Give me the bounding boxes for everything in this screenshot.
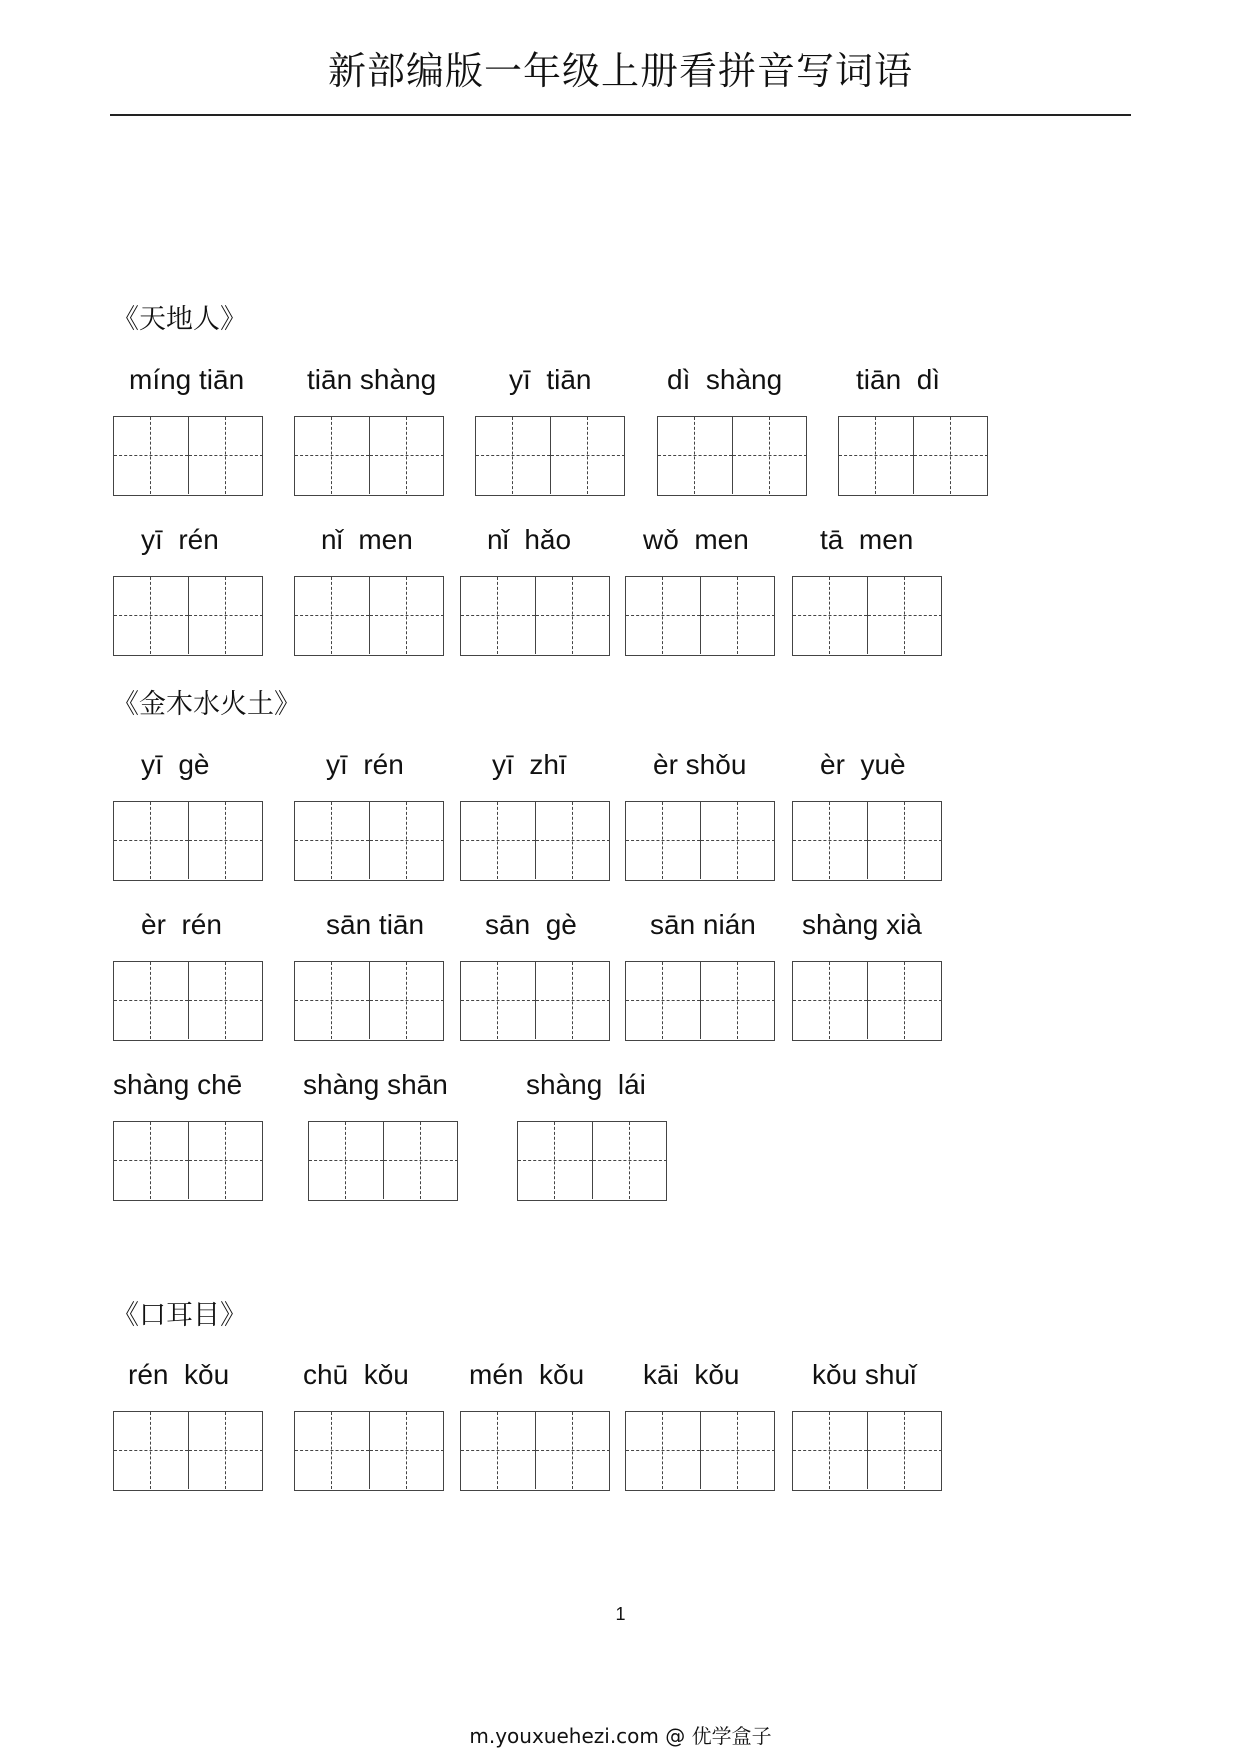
character-cell[interactable] bbox=[461, 1412, 535, 1489]
character-cell[interactable] bbox=[535, 802, 610, 879]
character-cell[interactable] bbox=[114, 962, 188, 1039]
writing-box[interactable] bbox=[792, 961, 942, 1041]
character-cell[interactable] bbox=[913, 417, 988, 494]
word-item bbox=[625, 520, 801, 560]
guide-line-horizontal bbox=[551, 455, 625, 456]
guide-line-horizontal bbox=[370, 615, 444, 616]
guide-line-horizontal bbox=[189, 615, 263, 616]
guide-line-horizontal bbox=[295, 1000, 369, 1001]
pinyin-label: yī zhī bbox=[492, 749, 567, 780]
title-divider bbox=[110, 114, 1131, 116]
word-item bbox=[294, 360, 470, 400]
word-item bbox=[460, 745, 636, 785]
writing-box[interactable] bbox=[517, 1121, 667, 1201]
writing-box[interactable] bbox=[792, 1411, 942, 1491]
writing-box[interactable] bbox=[308, 1121, 458, 1201]
pinyin-label: rén kǒu bbox=[128, 1359, 230, 1390]
guide-line-horizontal bbox=[114, 1160, 188, 1161]
guide-line-horizontal bbox=[626, 1450, 700, 1451]
word-item bbox=[460, 520, 636, 560]
pinyin-label: kāi kǒu bbox=[643, 1359, 740, 1390]
writing-box[interactable] bbox=[838, 416, 988, 496]
guide-line-horizontal bbox=[189, 455, 263, 456]
word-item bbox=[625, 905, 801, 945]
character-cell[interactable] bbox=[626, 802, 700, 879]
character-cell[interactable] bbox=[295, 577, 369, 654]
guide-line-horizontal bbox=[701, 840, 775, 841]
word-item bbox=[475, 360, 651, 400]
guide-line-horizontal bbox=[189, 1000, 263, 1001]
pinyin-label: tiān dì bbox=[856, 364, 941, 395]
word-item bbox=[294, 745, 470, 785]
writing-box[interactable] bbox=[113, 961, 263, 1041]
section-heading: 《天地人》 bbox=[112, 304, 247, 335]
guide-line-horizontal bbox=[868, 615, 942, 616]
word-item bbox=[113, 520, 289, 560]
pinyin-label: dì shàng bbox=[667, 364, 783, 395]
guide-line-horizontal bbox=[114, 840, 188, 841]
guide-line-horizontal bbox=[461, 615, 535, 616]
guide-line-horizontal bbox=[914, 455, 988, 456]
guide-line-horizontal bbox=[295, 455, 369, 456]
character-cell[interactable] bbox=[518, 1122, 592, 1199]
guide-line-horizontal bbox=[793, 615, 867, 616]
guide-line-horizontal bbox=[593, 1160, 667, 1161]
guide-line-horizontal bbox=[189, 1450, 263, 1451]
character-cell[interactable] bbox=[793, 577, 867, 654]
writing-box[interactable] bbox=[625, 1411, 775, 1491]
pinyin-label: chū kǒu bbox=[303, 1359, 409, 1390]
character-cell[interactable] bbox=[867, 962, 942, 1039]
guide-line-horizontal bbox=[461, 1000, 535, 1001]
guide-line-horizontal bbox=[295, 840, 369, 841]
character-cell[interactable] bbox=[114, 1412, 188, 1489]
character-cell[interactable] bbox=[188, 417, 263, 494]
guide-line-horizontal bbox=[114, 1000, 188, 1001]
writing-box[interactable] bbox=[113, 801, 263, 881]
word-item bbox=[113, 360, 289, 400]
guide-line-horizontal bbox=[461, 840, 535, 841]
character-cell[interactable] bbox=[535, 962, 610, 1039]
writing-box[interactable] bbox=[460, 576, 610, 656]
character-cell[interactable] bbox=[867, 802, 942, 879]
character-cell[interactable] bbox=[188, 1122, 263, 1199]
writing-box[interactable] bbox=[625, 576, 775, 656]
character-cell[interactable] bbox=[476, 417, 550, 494]
guide-line-horizontal bbox=[309, 1160, 383, 1161]
guide-line-horizontal bbox=[518, 1160, 592, 1161]
pinyin-label: míng tiān bbox=[129, 364, 245, 395]
character-cell[interactable] bbox=[700, 962, 775, 1039]
guide-line-horizontal bbox=[536, 840, 610, 841]
character-cell[interactable] bbox=[700, 577, 775, 654]
pinyin-label: yī tiān bbox=[509, 364, 592, 395]
word-item bbox=[517, 1065, 693, 1105]
word-item bbox=[460, 905, 636, 945]
character-cell[interactable] bbox=[592, 1122, 667, 1199]
character-cell[interactable] bbox=[295, 1412, 369, 1489]
character-cell[interactable] bbox=[658, 417, 732, 494]
word-item bbox=[460, 1355, 636, 1395]
guide-line-horizontal bbox=[658, 455, 732, 456]
character-cell[interactable] bbox=[114, 417, 188, 494]
writing-box[interactable] bbox=[113, 576, 263, 656]
guide-line-horizontal bbox=[295, 615, 369, 616]
character-cell[interactable] bbox=[188, 802, 263, 879]
writing-box[interactable] bbox=[792, 801, 942, 881]
pinyin-label: shàng xià bbox=[802, 909, 922, 940]
guide-line-horizontal bbox=[701, 1000, 775, 1001]
word-item bbox=[792, 905, 968, 945]
character-cell[interactable] bbox=[793, 962, 867, 1039]
character-cell[interactable] bbox=[188, 577, 263, 654]
pinyin-label: mén kǒu bbox=[469, 1359, 585, 1390]
pinyin-label: yī gè bbox=[141, 749, 210, 780]
character-cell[interactable] bbox=[309, 1122, 383, 1199]
character-cell[interactable] bbox=[550, 417, 625, 494]
character-cell[interactable] bbox=[369, 1412, 444, 1489]
character-cell[interactable] bbox=[626, 962, 700, 1039]
character-cell[interactable] bbox=[188, 962, 263, 1039]
guide-line-horizontal bbox=[701, 1450, 775, 1451]
character-cell[interactable] bbox=[114, 802, 188, 879]
writing-box[interactable] bbox=[475, 416, 625, 496]
guide-line-horizontal bbox=[839, 455, 913, 456]
section-heading: 《口耳目》 bbox=[112, 1300, 247, 1331]
character-cell[interactable] bbox=[461, 962, 535, 1039]
section-heading: 《金木水火土》 bbox=[112, 689, 301, 720]
word-item bbox=[294, 905, 470, 945]
writing-box[interactable] bbox=[460, 801, 610, 881]
guide-line-horizontal bbox=[370, 1450, 444, 1451]
word-item bbox=[113, 1065, 289, 1105]
word-item bbox=[113, 745, 289, 785]
pinyin-label: èr shǒu bbox=[653, 749, 747, 780]
writing-box[interactable] bbox=[294, 1411, 444, 1491]
character-cell[interactable] bbox=[295, 417, 369, 494]
character-cell[interactable] bbox=[793, 802, 867, 879]
guide-line-horizontal bbox=[476, 455, 550, 456]
character-cell[interactable] bbox=[461, 577, 535, 654]
writing-box[interactable] bbox=[294, 576, 444, 656]
character-cell[interactable] bbox=[793, 1412, 867, 1489]
character-cell[interactable] bbox=[535, 577, 610, 654]
word-item bbox=[113, 905, 289, 945]
pinyin-label: èr yuè bbox=[820, 749, 906, 780]
writing-box[interactable] bbox=[113, 416, 263, 496]
word-item bbox=[303, 1065, 484, 1105]
guide-line-horizontal bbox=[868, 1000, 942, 1001]
character-cell[interactable] bbox=[114, 577, 188, 654]
character-cell[interactable] bbox=[867, 577, 942, 654]
character-cell[interactable] bbox=[839, 417, 913, 494]
guide-line-horizontal bbox=[295, 1450, 369, 1451]
guide-line-horizontal bbox=[868, 840, 942, 841]
guide-line-horizontal bbox=[793, 1450, 867, 1451]
guide-line-horizontal bbox=[384, 1160, 458, 1161]
character-cell[interactable] bbox=[626, 577, 700, 654]
character-cell[interactable] bbox=[700, 1412, 775, 1489]
character-cell[interactable] bbox=[369, 417, 444, 494]
character-cell[interactable] bbox=[295, 962, 369, 1039]
character-cell[interactable] bbox=[369, 802, 444, 879]
writing-box[interactable] bbox=[625, 801, 775, 881]
guide-line-horizontal bbox=[189, 840, 263, 841]
character-cell[interactable] bbox=[295, 802, 369, 879]
word-item bbox=[625, 1355, 801, 1395]
pinyin-label: shàng chē bbox=[113, 1069, 243, 1100]
guide-line-horizontal bbox=[114, 1450, 188, 1451]
pinyin-label: sān nián bbox=[650, 909, 756, 940]
pinyin-label: wǒ men bbox=[643, 524, 749, 555]
writing-box[interactable] bbox=[113, 1411, 263, 1491]
word-item bbox=[625, 745, 801, 785]
guide-line-horizontal bbox=[536, 1450, 610, 1451]
guide-line-horizontal bbox=[793, 840, 867, 841]
guide-line-horizontal bbox=[114, 615, 188, 616]
guide-line-horizontal bbox=[370, 455, 444, 456]
guide-line-horizontal bbox=[701, 615, 775, 616]
guide-line-horizontal bbox=[536, 615, 610, 616]
guide-line-horizontal bbox=[733, 455, 807, 456]
word-item bbox=[792, 745, 968, 785]
word-item bbox=[792, 1355, 968, 1395]
character-cell[interactable] bbox=[732, 417, 807, 494]
word-item bbox=[294, 1355, 470, 1395]
character-cell[interactable] bbox=[383, 1122, 458, 1199]
pinyin-label: sān tiān bbox=[326, 909, 425, 940]
writing-box[interactable] bbox=[792, 576, 942, 656]
pinyin-label: kǒu shuǐ bbox=[812, 1359, 917, 1390]
writing-box[interactable] bbox=[460, 1411, 610, 1491]
word-item bbox=[657, 360, 833, 400]
guide-line-horizontal bbox=[461, 1450, 535, 1451]
page-number: 1 bbox=[615, 1604, 626, 1624]
writing-box[interactable] bbox=[294, 801, 444, 881]
word-item bbox=[792, 520, 968, 560]
guide-line-horizontal bbox=[114, 455, 188, 456]
guide-line-horizontal bbox=[793, 1000, 867, 1001]
guide-line-horizontal bbox=[626, 615, 700, 616]
pinyin-label: tā men bbox=[820, 524, 914, 555]
guide-line-horizontal bbox=[536, 1000, 610, 1001]
writing-box[interactable] bbox=[657, 416, 807, 496]
pinyin-label: yī rén bbox=[326, 749, 404, 780]
pinyin-label: sān gè bbox=[485, 909, 577, 940]
character-cell[interactable] bbox=[867, 1412, 942, 1489]
pinyin-label: nǐ men bbox=[321, 524, 413, 555]
writing-box[interactable] bbox=[460, 961, 610, 1041]
writing-box[interactable] bbox=[625, 961, 775, 1041]
character-cell[interactable] bbox=[369, 577, 444, 654]
character-cell[interactable] bbox=[700, 802, 775, 879]
page-title: 新部编版一年级上册看拼音写词语 bbox=[327, 49, 913, 93]
character-cell[interactable] bbox=[535, 1412, 610, 1489]
character-cell[interactable] bbox=[114, 1122, 188, 1199]
pinyin-label: shàng shān bbox=[303, 1069, 448, 1100]
guide-line-horizontal bbox=[626, 840, 700, 841]
guide-line-horizontal bbox=[626, 1000, 700, 1001]
guide-line-horizontal bbox=[868, 1450, 942, 1451]
character-cell[interactable] bbox=[369, 962, 444, 1039]
guide-line-horizontal bbox=[189, 1160, 263, 1161]
character-cell[interactable] bbox=[188, 1412, 263, 1489]
word-item bbox=[838, 360, 1014, 400]
word-item bbox=[294, 520, 470, 560]
writing-box[interactable] bbox=[294, 961, 444, 1041]
guide-line-horizontal bbox=[370, 1000, 444, 1001]
writing-box[interactable] bbox=[113, 1121, 263, 1201]
pinyin-label: shàng lái bbox=[526, 1069, 646, 1100]
pinyin-label: nǐ hǎo bbox=[487, 524, 572, 555]
character-cell[interactable] bbox=[626, 1412, 700, 1489]
guide-line-horizontal bbox=[370, 840, 444, 841]
footer-watermark: m.youxuehezi.com @ 优学盒子 bbox=[469, 1724, 772, 1748]
pinyin-label: èr rén bbox=[141, 909, 222, 940]
pinyin-label: tiān shàng bbox=[307, 364, 437, 395]
pinyin-label: yī rén bbox=[141, 524, 219, 555]
character-cell[interactable] bbox=[461, 802, 535, 879]
word-item bbox=[113, 1355, 289, 1395]
writing-box[interactable] bbox=[294, 416, 444, 496]
